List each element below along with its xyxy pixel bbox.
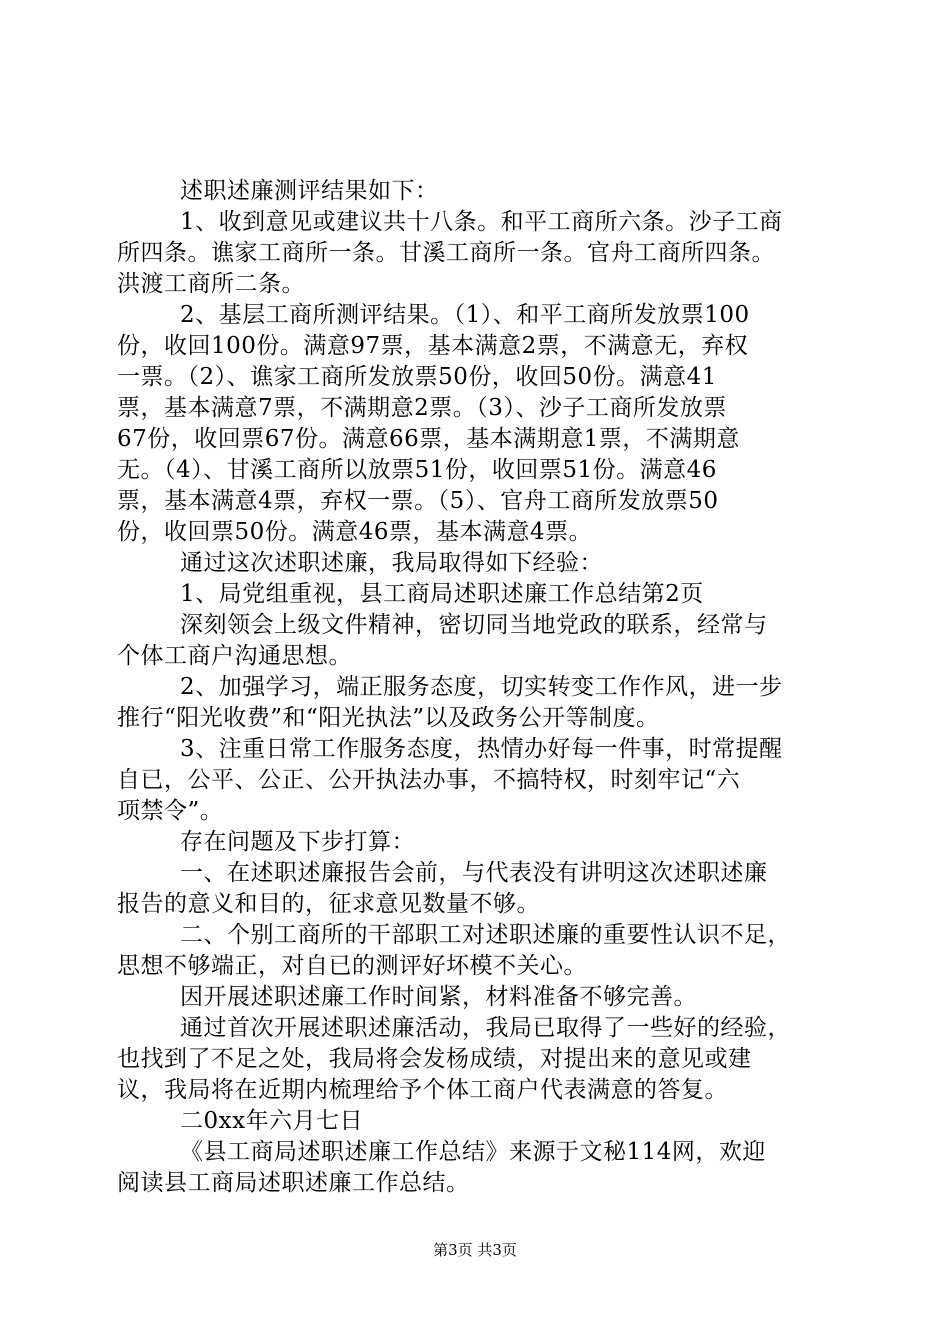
text-line: 二、个别工商所的干部职工对述职述廉的重要性认识不足， [180,922,791,948]
text-line: 因开展述职述廉工作时间紧，材料准备不够完善。 [180,984,697,1010]
text-line: 推行“阳光收费”和“阳光执法”以及政务公开等制度。 [117,705,660,731]
text-line: 一票。（2）、谯家工商所发放票50份，收回50份。满意41 [117,364,717,390]
text-line: 存在问题及下步打算： [180,829,415,855]
text-line: 议，我局将在近期内梳理给予个体工商户代表满意的答复。 [117,1077,728,1103]
text-line: 3、注重日常工作服务态度，热情办好每一件事，时常提醒 [180,736,783,762]
text-line: 报告的意义和目的，征求意见数量不够。 [117,891,540,917]
text-line: 通过这次述职述廉，我局取得如下经验： [180,550,603,576]
text-line: 1、收到意见或建议共十八条。和平工商所六条。沙子工商 [180,209,783,235]
text-line: 项禁令”。 [117,798,224,824]
text-line: 份，收回票50份。满意46票，基本满意4票。 [117,519,593,545]
text-line: 2、加强学习，端正服务态度，切实转变工作作风，进一步 [180,674,783,700]
text-line: 也找到了不足之处，我局将会发杨成绩，对提出来的意见或建 [117,1046,752,1072]
text-line: 阅读县工商局述职述廉工作总结。 [117,1170,470,1196]
text-line: 票，基本满意7票，不满期意2票。（3）、沙子工商所发放票 [117,395,727,421]
text-line: 票，基本满意4票，弃权一票。（5）、官舟工商所发放票50 [117,488,719,514]
text-line: 1、局党组重视，县工商局述职述廉工作总结第2页 [180,581,704,607]
text-line: 无。（4）、甘溪工商所以放票51份，收回票51份。满意46 [117,457,717,483]
text-line: 份，收回100份。满意97票，基本满意2票，不满意无，弃权 [117,333,749,359]
text-line: 个体工商户沟通思想。 [117,643,352,669]
text-line: 自已，公平、公正、公开执法办事，不搞特权，时刻牢记“六 [117,767,741,793]
text-line: 述职述廉测评结果如下： [180,178,439,204]
text-line: 所四条。谯家工商所一条。甘溪工商所一条。官舟工商所四条。 [117,240,775,266]
text-line: 思想不够端正，对自已的测评好坏模不关心。 [117,953,587,979]
text-line: 深刻领会上级文件精神，密切同当地党政的联系，经常与 [180,612,768,638]
text-line: 二0xx年六月七日 [180,1108,364,1134]
text-line: 通过首次开展述职述廉活动，我局已取得了一些好的经验， [180,1015,791,1041]
text-line: 一、在述职述廉报告会前，与代表没有讲明这次述职述廉 [180,860,768,886]
text-line: 洪渡工商所二条。 [117,271,305,297]
text-line: 2、基层工商所测评结果。（1）、和平工商所发放票100 [180,302,750,328]
page-number-footer: 第3页 共3页 [433,1241,517,1259]
text-line: 67份，收回票67份。满意66票，基本满期意1票，不满期意 [117,426,740,452]
text-line: 《县工商局述职述廉工作总结》来源于文秘114网，欢迎 [180,1139,766,1165]
